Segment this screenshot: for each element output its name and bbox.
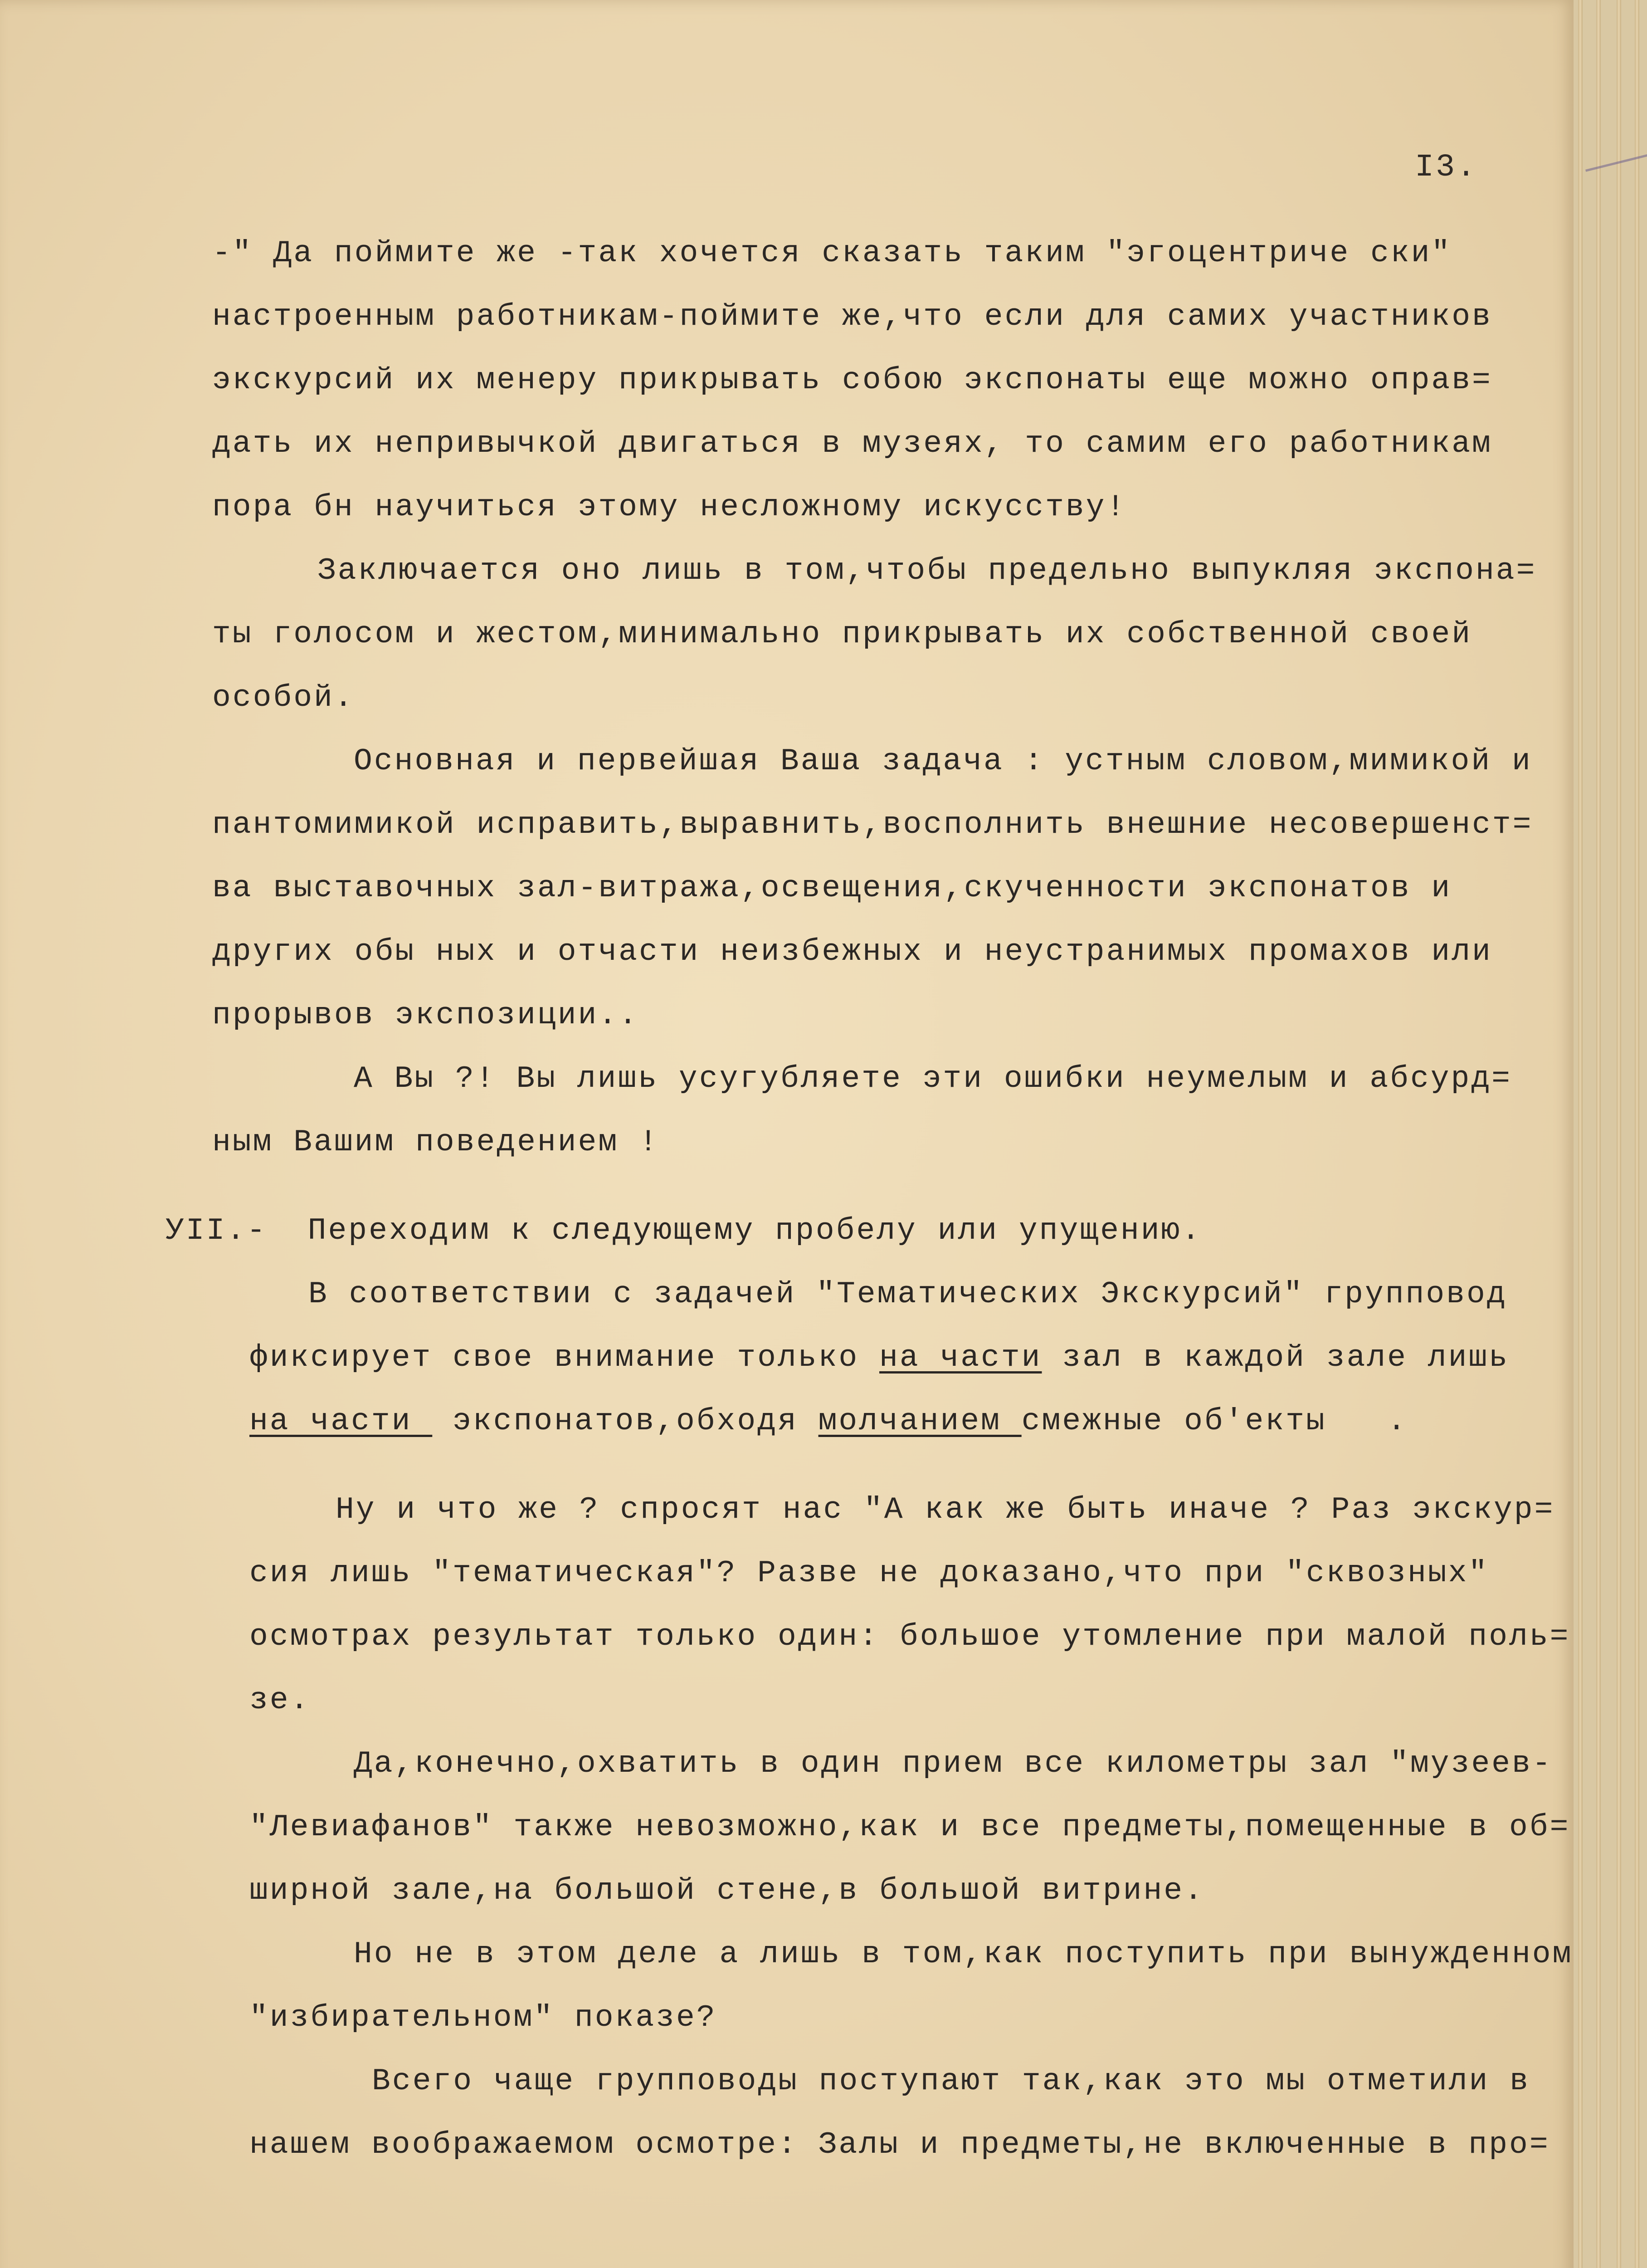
page-stack-edge <box>1578 0 1583 2268</box>
text-line: настроенным работникам-поймите же,что если для самих участников <box>212 299 1492 334</box>
text-line: других обы ных и отчасти неизбежных и неустранимых промахов или <box>212 934 1492 969</box>
page-number: I3. <box>1415 150 1478 186</box>
text-line: особой. <box>212 680 355 715</box>
text-line: Да,конечно,охватить в один прием все километры зал "музеев- <box>354 1746 1553 1781</box>
text-line: Заключается оно лишь в том,чтобы предельно выпукляя экспона= <box>317 553 1537 588</box>
text-line: дать их непривычкой двигаться в музеях, то самим его работникам <box>212 426 1492 461</box>
text-line-underlined <box>249 1406 1408 1437</box>
text-line: прорывов экспозиции.. <box>212 998 639 1033</box>
text-line: нашем воображаемом осмотре: Залы и предметы,не включенные в про= <box>249 2127 1550 2162</box>
page-stack-edge <box>1635 0 1639 2268</box>
text-line: пора бн научиться этому несложному искусству! <box>212 490 1127 525</box>
text-line: зе. <box>249 1683 311 1718</box>
text-line: "Левиафанов" также невозможно,как и все предметы,помещенные в об= <box>249 1810 1570 1845</box>
text-line: экскурсий их менеру прикрывать собою экспонаты еще можно оправ= <box>212 363 1492 398</box>
text-line: Основная и первейшая Ваша задача : устным словом,мимикой и <box>354 744 1532 779</box>
text-line: А Вы ?! Вы лишь усугубляете эти ошибки неумелым и абсурд= <box>354 1061 1512 1096</box>
text-line: сия лишь "тематическая"? Разве не доказано,что при "сквозных" <box>249 1556 1489 1591</box>
text-line: ширной зале,на большой стене,в большой витрине. <box>249 1873 1204 1908</box>
text-line: -" Да поймите же -так хочется сказать таким "эгоцентриче ски" <box>212 236 1452 271</box>
underlined-phrase: на части <box>879 1340 1042 1375</box>
page-stack-edge <box>1596 0 1601 2268</box>
text-line: ва выставочных зал-витража,освещения,скученности экспонатов и <box>212 871 1452 906</box>
text-line: В соответствии с задачей "Тематических Экскурсий" групповод <box>308 1277 1507 1312</box>
line-text: зал в каждой зале лишь <box>1042 1340 1510 1375</box>
line-text: экспонатов,обходя <box>432 1404 819 1439</box>
underlined-phrase: молчанием <box>818 1404 1022 1439</box>
text-line-underlined <box>249 1340 1510 1375</box>
text-line: Всего чаще групповоды поступают так,как это мы отметили в <box>372 2064 1530 2099</box>
text-line: пантомимикой исправить,выравнить,восполнить внешние несовершенст= <box>212 807 1533 842</box>
underlined-phrase: на части <box>249 1404 433 1439</box>
page-stack-edge <box>1617 0 1621 2268</box>
text-line: ным Вашим поведением ! <box>212 1125 659 1160</box>
text-line: Но не в этом деле а лишь в том,как поступить при вынужденном <box>354 1937 1573 1972</box>
line-text: фиксирует свое внимание только <box>249 1340 880 1375</box>
text-line: Ну и что же ? спросят нас "А как же быть иначе ? Раз экскур= <box>336 1492 1555 1527</box>
text-line: "избирательном" показе? <box>249 2000 717 2035</box>
text-line: ты голосом и жестом,минимально прикрывать их собственной своей <box>212 617 1472 652</box>
line-text: смежные об'екты . <box>1021 1404 1408 1439</box>
section-heading: УII.- Переходим к следующему пробелу или упущению. <box>166 1213 1202 1248</box>
text-line: осмотрах результат только один: большое утомление при малой поль= <box>249 1619 1570 1654</box>
